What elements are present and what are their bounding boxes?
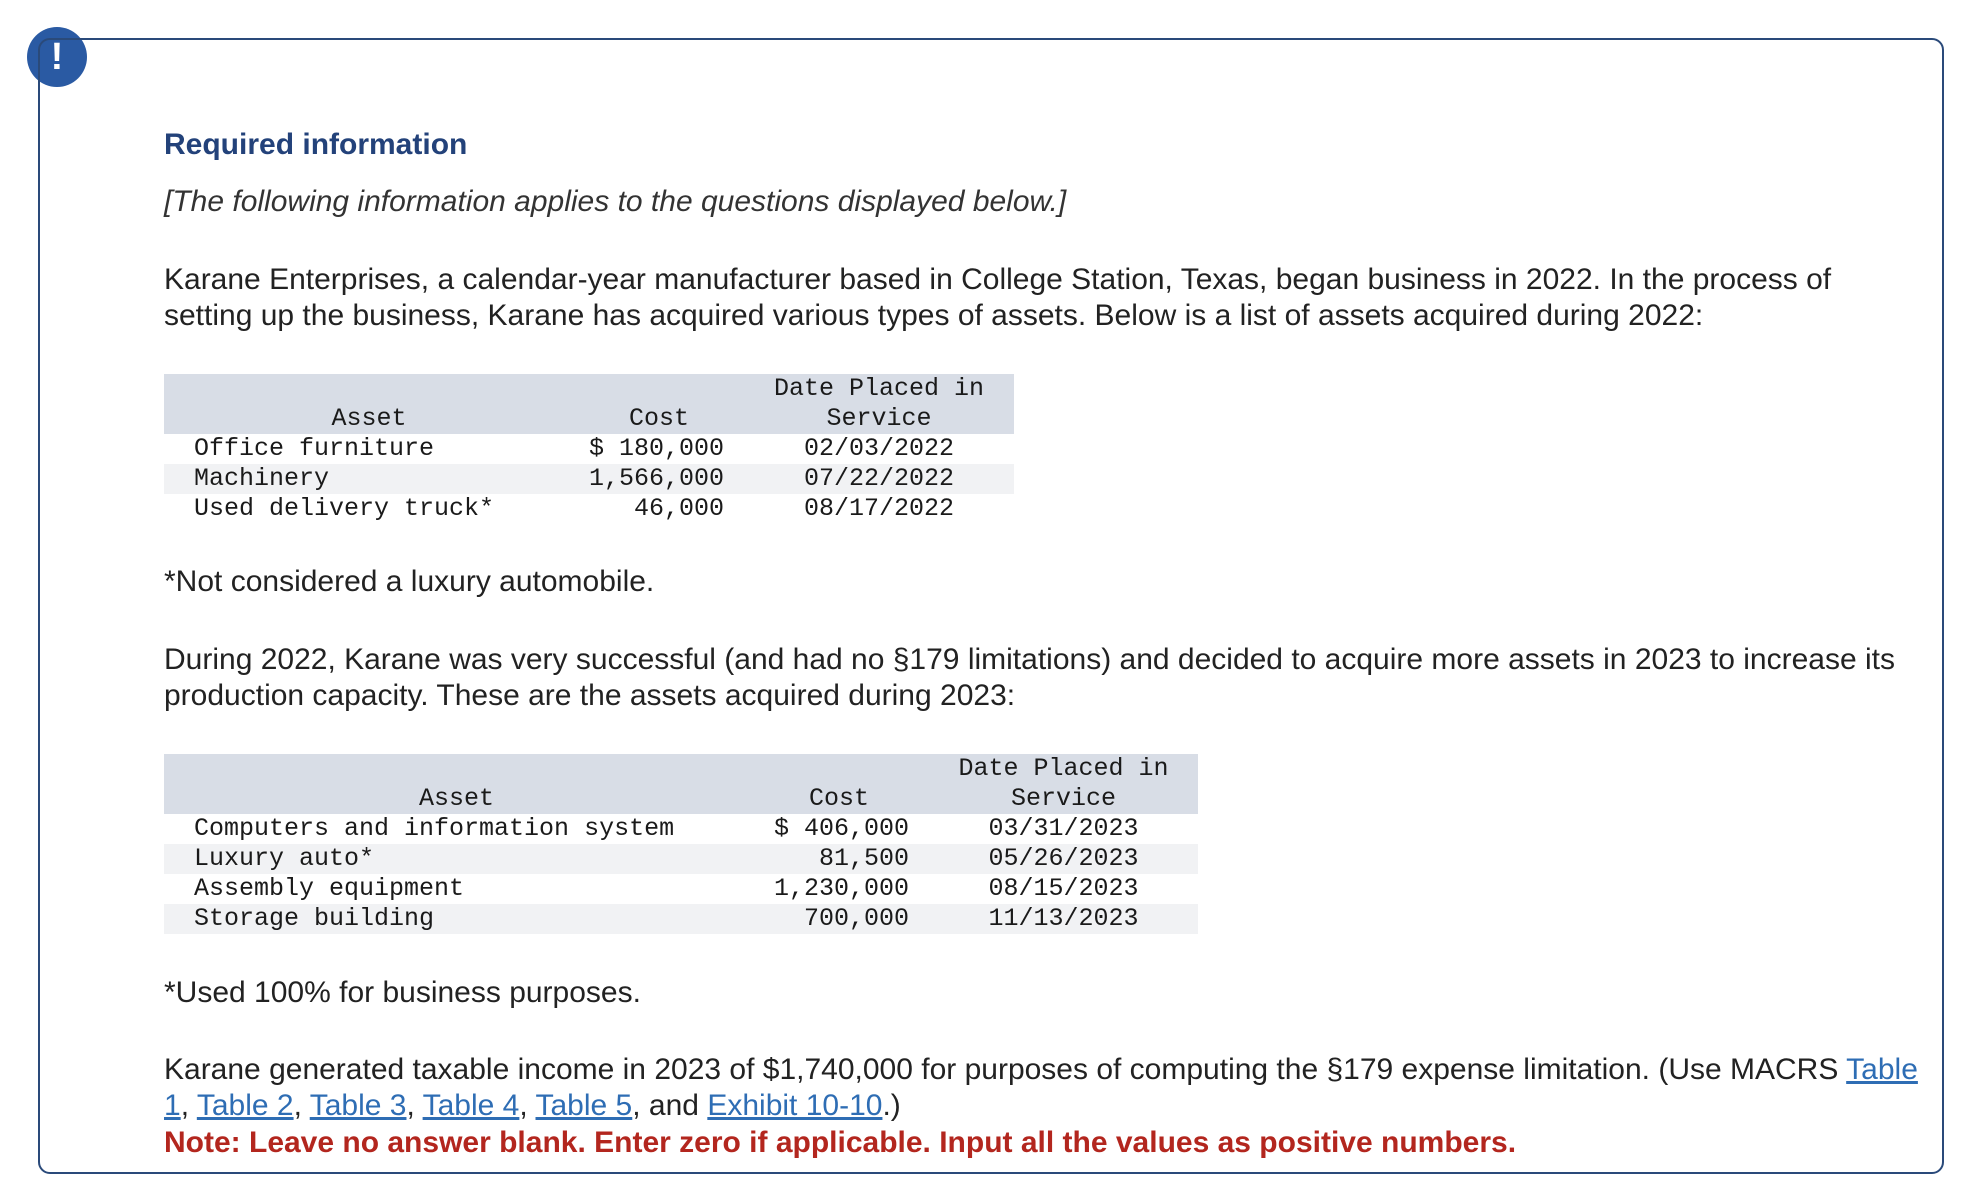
- cost-cell: 1,566,000: [574, 464, 744, 494]
- table-1-link[interactable]: Table 1: [164, 1053, 1918, 1122]
- alert-icon: !: [27, 27, 87, 87]
- date-cell: 08/15/2023: [988, 874, 1139, 903]
- cost-cell: 46,000: [633, 494, 724, 523]
- table-row: [164, 844, 1198, 874]
- comma-separator: ,: [293, 1089, 310, 1122]
- cost-cell: $ 180,000: [588, 434, 724, 463]
- table-4-link[interactable]: Table 4: [422, 1089, 520, 1122]
- asset-cell: Office furniture: [194, 434, 435, 463]
- table-row: [164, 434, 1014, 464]
- table-header-cost: Cost: [574, 374, 744, 434]
- cost-cell: 81,500: [749, 844, 929, 874]
- date-cell: 11/13/2023: [929, 904, 1198, 934]
- table-header-date-line1: Date Placed in: [773, 374, 985, 403]
- table-header-date-line2: Service: [1010, 784, 1117, 813]
- footnote-business-use: *Used 100% for business purposes.: [164, 976, 641, 1009]
- table-row: [164, 874, 1198, 904]
- cost-cell: $ 406,000: [773, 814, 909, 843]
- paragraph-2022-assets: Karane Enterprises, a calendar-year manufacturer based in College Station, Texas, began business in 2022. In the process of setting up the business, Karane has acquired various types of assets. Below is a list of assets acquired during 2022:: [164, 263, 1832, 332]
- table-5-link[interactable]: Table 5: [535, 1089, 633, 1122]
- date-cell: 07/22/2022: [744, 464, 1014, 494]
- paragraph-taxable-income: [164, 1052, 1924, 1124]
- table-2-link[interactable]: Table 2: [196, 1089, 294, 1122]
- table-header-date: [929, 754, 1198, 814]
- and-text: , and: [632, 1089, 699, 1122]
- comma-separator: ,: [180, 1089, 197, 1122]
- asset-cell: Luxury auto*: [164, 844, 749, 874]
- asset-cell: Storage building: [164, 904, 749, 934]
- date-cell: 03/31/2023: [988, 814, 1139, 843]
- table-row: [164, 814, 1198, 844]
- table-row: [164, 494, 1014, 524]
- table-row: [164, 464, 1014, 494]
- table-3-link[interactable]: Table 3: [309, 1089, 407, 1122]
- footnote-luxury: *Not considered a luxury automobile.: [164, 565, 655, 598]
- exhibit-10-10-link[interactable]: Exhibit 10-10: [707, 1089, 883, 1122]
- table-header-asset: Asset: [164, 754, 749, 814]
- assets-2022-table: [164, 374, 1014, 524]
- taxable-income-text: Karane generated taxable income in 2023 of $1,740,000 for purposes of computing the §179 expense limitation. (Use MACRS: [164, 1053, 1839, 1086]
- date-cell: 02/03/2022: [803, 434, 955, 463]
- table-header-date-line2: Service: [826, 404, 932, 433]
- cost-cell: 700,000: [749, 904, 929, 934]
- table-header-date: [744, 374, 1014, 434]
- comma-separator: ,: [406, 1089, 423, 1122]
- table-header-cost: Cost: [749, 754, 929, 814]
- intro-text: [The following information applies to the questions displayed below.]: [164, 185, 1067, 218]
- asset-cell: Computers and information system: [194, 814, 675, 843]
- paragraph-2023-assets: During 2022, Karane was very successful (and had no §179 limitations) and decided to acquire more assets in 2023 to increase its production capacity. These are the assets acquired during 2023:: [164, 643, 1895, 712]
- comma-separator: ,: [519, 1089, 536, 1122]
- required-information-panel: [38, 38, 1944, 1174]
- answer-note: Note: Leave no answer blank. Enter zero if applicable. Input all the values as positive numbers.: [164, 1126, 1517, 1159]
- date-cell: 08/17/2022: [803, 494, 955, 523]
- asset-cell: Used delivery truck*: [194, 494, 495, 523]
- cost-cell: 1,230,000: [773, 874, 909, 903]
- date-cell: 05/26/2023: [929, 844, 1198, 874]
- closing-text: .): [882, 1089, 901, 1122]
- panel-heading: Required information: [164, 128, 468, 161]
- asset-cell: Machinery: [164, 464, 574, 494]
- asset-cell: Assembly equipment: [194, 874, 465, 903]
- table-header-asset: Asset: [164, 374, 574, 434]
- assets-2023-table: [164, 754, 1198, 934]
- table-row: [164, 904, 1198, 934]
- table-header-date-line1: Date Placed in: [958, 754, 1169, 783]
